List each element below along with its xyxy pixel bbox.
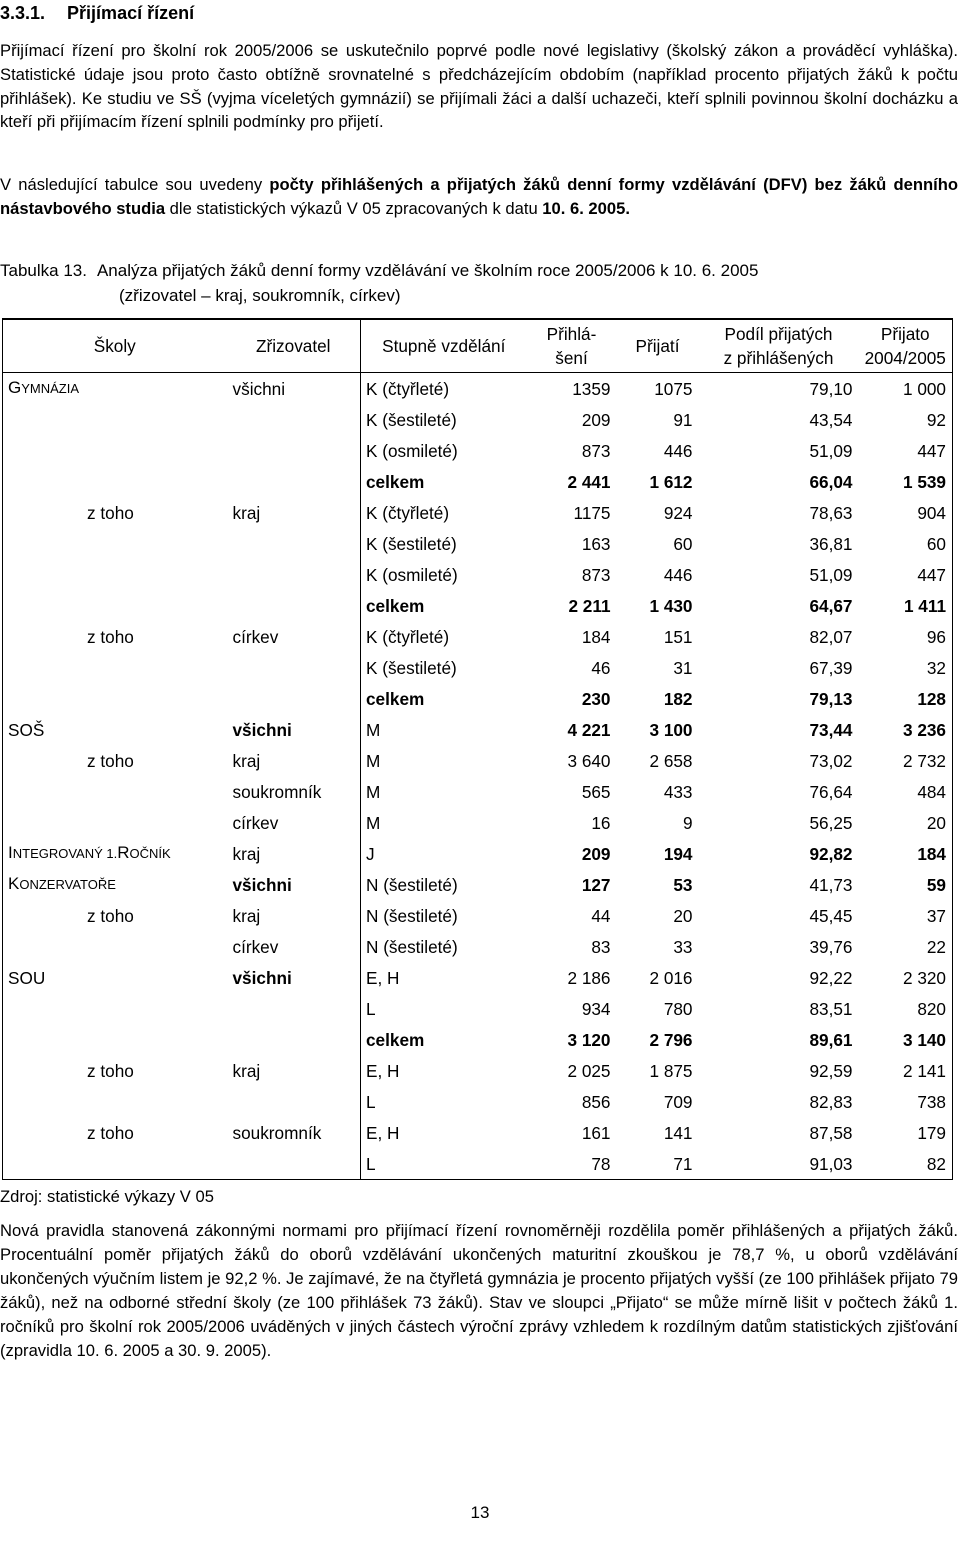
cell-prijato: 484 [859,776,953,807]
cell-prijati: 60 [673,533,693,554]
cell-prijato: 2 320 [859,962,953,993]
table-header-row [3,319,953,373]
cell-podil: 41,73 [809,874,853,895]
cell-level: M [361,745,527,776]
cell-prijati: 1 430 [649,595,693,616]
cell-podil: 64,67 [809,595,853,616]
cell-prihlaseni: 1359 [572,378,611,399]
table-row [3,1148,953,1180]
cell-prihlaseni: 16 [591,812,611,833]
cell-prihlaseni: 3 120 [567,1029,611,1050]
cell-prihlaseni: 2 441 [567,471,611,492]
cell-prijato: 2 732 [859,745,953,776]
cell-level: celkem [361,1024,527,1055]
cell-founder: všichni [232,719,292,740]
table-row [3,559,953,590]
cell-podil: 73,02 [809,750,853,771]
cell-prijato: 82 [859,1148,953,1180]
cell-podil: 39,76 [809,936,853,957]
cell-school: z toho [3,621,227,652]
cell-school: z toho [3,497,227,528]
cell-level: L [361,993,527,1024]
cell-prijato: 1 539 [859,466,953,497]
cell-prijati: 1075 [654,378,693,399]
cell-school: GYMNÁZIA [3,373,227,405]
table-row [3,528,953,559]
cell-prijati: 53 [673,874,693,895]
cell-prijato: 128 [859,683,953,714]
cell-prijato: 20 [859,807,953,838]
table-row [3,373,953,405]
header-prihlaseni: Přihlá- šení [546,324,597,368]
cell-podil: 79,10 [809,378,853,399]
cell-level: celkem [361,466,527,497]
cell-prijati: 91 [673,409,693,430]
cell-podil: 73,44 [809,719,853,740]
table-row [3,1117,953,1148]
cell-prihlaseni: 46 [591,657,611,678]
header-zrizovatel: Zřizovatel [256,336,331,356]
cell-podil: 45,45 [809,905,853,926]
admissions-table [2,318,953,1180]
table-row [3,869,953,900]
table-row [3,807,953,838]
table-caption [0,258,758,308]
cell-level: M [361,807,527,838]
cell-level: N (šestileté) [361,869,527,900]
cell-school: z toho [3,1055,227,1086]
table-row [3,931,953,962]
cell-podil: 67,39 [809,657,853,678]
cell-prihlaseni: 230 [581,688,611,709]
cell-prihlaseni: 44 [591,905,611,926]
cell-prijati: 151 [663,626,693,647]
cell-prijato: 179 [859,1117,953,1148]
cell-prihlaseni: 209 [581,409,611,430]
table-row [3,745,953,776]
table-row [3,621,953,652]
table-source: Zdroj: statistické výkazy V 05 [0,1187,214,1206]
table-intro-bold: počty přihlášených a přijatých žáků denní formy vzdělávání (DFV) bez žáků denního nástavbového studia [0,175,958,218]
cell-podil: 79,13 [809,688,853,709]
cell-prijati: 3 100 [649,719,693,740]
cell-prijati: 780 [663,998,693,1019]
cell-founder: církev [232,936,279,957]
cell-prihlaseni: 4 221 [567,719,611,740]
cell-prijato: 184 [859,838,953,869]
cell-prihlaseni: 161 [581,1122,611,1143]
cell-prihlaseni: 2 211 [568,595,611,616]
cell-level: K (čtyřleté) [361,373,527,405]
cell-podil: 43,54 [809,409,853,430]
cell-prijato: 32 [859,652,953,683]
table-row [3,1055,953,1086]
cell-level: N (šestileté) [361,931,527,962]
cell-founder: kraj [232,750,261,771]
cell-level: K (šestileté) [361,652,527,683]
section-heading [0,3,194,24]
intro-paragraph: Přijímací řízení pro školní rok 2005/2006 se uskutečnilo poprvé podle nové legislativy (školský zákon a prováděcí vyhláška). Statistické údaje jsou proto často obtížně srovnatelné s předcházejícím obdobím (například procento přijatých žáků k počtu přihlášek). Ke studiu ve SŠ (vyjma víceletých gymnázií) se přijímali žáci a další uchazeči, kteří splnili povinnou školní docházku a kteří při přijímacím řízení splnili podmínky pro přijetí. [0,41,958,132]
cell-podil: 92,82 [809,843,853,864]
section-number: 3.3.1. [0,3,46,23]
cell-prijato: 738 [859,1086,953,1117]
cell-prijati: 31 [673,657,693,678]
table-label: Tabulka 13. [0,261,87,280]
cell-level: L [361,1148,527,1180]
cell-prijati: 433 [663,781,693,802]
cell-prijato: 1 411 [859,590,953,621]
cell-prijato: 447 [859,559,953,590]
cell-school: z toho [3,900,227,931]
cell-prijati: 924 [663,502,693,523]
cell-prihlaseni: 2 186 [567,967,611,988]
table-row [3,404,953,435]
cell-prijati: 446 [663,440,693,461]
table-row [3,993,953,1024]
table-row [3,1024,953,1055]
cell-level: M [361,714,527,745]
cell-founder: církev [232,812,279,833]
table-intro-after: dle statistických výkazů V 05 zpracovaných k datu [165,198,543,218]
table-row [3,962,953,993]
cell-school: z toho [3,745,227,776]
cell-founder: kraj [232,905,261,926]
table-row [3,776,953,807]
cell-prijati: 2 796 [649,1029,693,1050]
table-row [3,466,953,497]
cell-level: L [361,1086,527,1117]
cell-prijato: 60 [859,528,953,559]
cell-school: KONZERVATOŘE [3,869,227,900]
cell-prihlaseni: 565 [581,781,611,802]
cell-podil: 76,64 [809,781,853,802]
cell-prijati: 9 [682,812,693,833]
cell-prijato: 59 [859,869,953,900]
cell-prihlaseni: 2 025 [567,1060,611,1081]
cell-prihlaseni: 3 640 [567,750,611,771]
header-prijati: Přijatí [635,336,680,356]
cell-founder: soukromník [232,781,322,802]
table-row [3,435,953,466]
cell-level: M [361,776,527,807]
cell-podil: 56,25 [809,812,853,833]
cell-level: K (šestileté) [361,528,527,559]
cell-podil: 89,61 [809,1029,853,1050]
cell-prijato: 3 140 [859,1024,953,1055]
cell-level: celkem [361,590,527,621]
cell-founder: soukromník [232,1122,322,1143]
cell-level: E, H [361,1117,527,1148]
cell-prijato: 904 [859,497,953,528]
table-intro-date: 10. 6. 2005. [542,198,630,218]
cell-podil: 51,09 [809,440,853,461]
cell-level: K (osmileté) [361,559,527,590]
cell-founder: církev [232,626,279,647]
cell-school: z toho [3,1117,227,1148]
cell-podil: 82,83 [809,1091,853,1112]
table-row [3,652,953,683]
cell-prihlaseni: 83 [591,936,611,957]
header-prijato: Přijato 2004/2005 [859,319,953,373]
cell-prijati: 709 [663,1091,693,1112]
table-row [3,590,953,621]
cell-level: K (čtyřleté) [361,497,527,528]
cell-prijati: 20 [673,905,693,926]
cell-prihlaseni: 1175 [573,502,611,523]
cell-school: SOU [3,962,227,993]
cell-prihlaseni: 127 [581,874,611,895]
table-intro-paragraph [0,173,958,221]
cell-level: N (šestileté) [361,900,527,931]
cell-prijati: 141 [663,1122,693,1143]
table-row [3,497,953,528]
cell-podil: 83,51 [809,998,853,1019]
cell-founder: všichni [232,874,292,895]
cell-school: SOŠ [3,714,227,745]
table-row [3,900,953,931]
cell-prijato: 22 [859,931,953,962]
cell-prijati: 182 [663,688,693,709]
cell-podil: 92,59 [809,1060,853,1081]
cell-level: K (osmileté) [361,435,527,466]
cell-podil: 87,58 [809,1122,853,1143]
cell-prijati: 2 016 [649,967,693,988]
cell-level: E, H [361,962,527,993]
cell-founder: kraj [232,502,261,523]
cell-prijato: 447 [859,435,953,466]
cell-prihlaseni: 873 [581,440,611,461]
cell-founder: kraj [232,843,261,864]
cell-level: J [361,838,527,869]
cell-prihlaseni: 856 [581,1091,611,1112]
cell-prijato: 3 236 [859,714,953,745]
cell-prihlaseni: 934 [581,998,611,1019]
cell-prijato: 92 [859,404,953,435]
cell-prijati: 1 612 [649,471,693,492]
cell-prijati: 194 [663,843,693,864]
cell-prijato: 96 [859,621,953,652]
cell-founder: všichni [232,378,286,399]
cell-prijati: 446 [663,564,693,585]
cell-prijati: 71 [617,1148,699,1180]
cell-prijato: 820 [859,993,953,1024]
cell-prijati: 2 658 [649,750,693,771]
table-intro-before: V následující tabulce sou uvedeny [0,175,270,194]
cell-prihlaseni: 873 [581,564,611,585]
table-title: Analýza přijatých žáků denní formy vzdělávání ve školním roce 2005/2006 k 10. 6. 2005 [96,261,759,280]
cell-founder: kraj [232,1060,261,1081]
cell-podil: 92,22 [809,967,853,988]
cell-prihlaseni: 209 [581,843,611,864]
cell-level: K (čtyřleté) [361,621,527,652]
section-title: Přijímací řízení [67,3,195,23]
table-row [3,838,953,869]
cell-level: E, H [361,1055,527,1086]
cell-founder: všichni [232,967,292,988]
header-podil: Podíl přijatých z přihlášených [723,324,834,368]
table-row [3,714,953,745]
cell-podil: 91,03 [699,1148,859,1180]
table-row [3,1086,953,1117]
conclusion-paragraph: Nová pravidla stanovená zákonnými normami pro přijímací řízení rovnoměrněji rozdělila poměr přihlášených a přijatých žáků. Procentuální poměr přijatých žáků do oborů vzdělávání ukončených maturitní zkouškou je 78,7 %, u oborů vzdělávání ukončených výučním listem je 92,2 %. Je zajímavé, že na čtyřletá gymnázia je procento přijatých vyšší (ze 100 přihlášek přijato 79 žáků), než na odborné střední školy (ze 100 přihlášek 73 žáků). Stav ve sloupci „Přijato“ se může mírně lišit v počtech žáků 1. ročníků pro školní rok 2005/2006 uváděných v jiných částech výroční zprávy vzhledem k rozdílným datům statistických zjišťování (zpravidla 10. 6. 2005 a 30. 9. 2005). [0,1221,958,1361]
cell-podil: 51,09 [809,564,853,585]
cell-level: celkem [361,683,527,714]
cell-prijato: 2 141 [859,1055,953,1086]
cell-prijato: 1 000 [859,373,953,405]
cell-podil: 78,63 [809,502,853,523]
cell-prihlaseni: 78 [527,1148,617,1180]
cell-prijati: 33 [673,936,693,957]
cell-prijato: 37 [859,900,953,931]
cell-prihlaseni: 184 [581,626,611,647]
table-row [3,683,953,714]
cell-prijati: 1 875 [649,1060,693,1081]
header-skoly: Školy [3,319,227,373]
page-number: 13 [470,1503,490,1522]
cell-podil: 66,04 [809,471,853,492]
table-subtitle: (zřizovatel – kraj, soukromník, církev) [119,286,401,305]
header-stupen: Stupně vzdělání [361,319,527,373]
cell-podil: 82,07 [809,626,853,647]
cell-podil: 36,81 [809,533,853,554]
cell-level: K (šestileté) [361,404,527,435]
cell-school: INTEGROVANÝ 1.ROČNÍK [3,838,227,869]
cell-prihlaseni: 163 [581,533,611,554]
